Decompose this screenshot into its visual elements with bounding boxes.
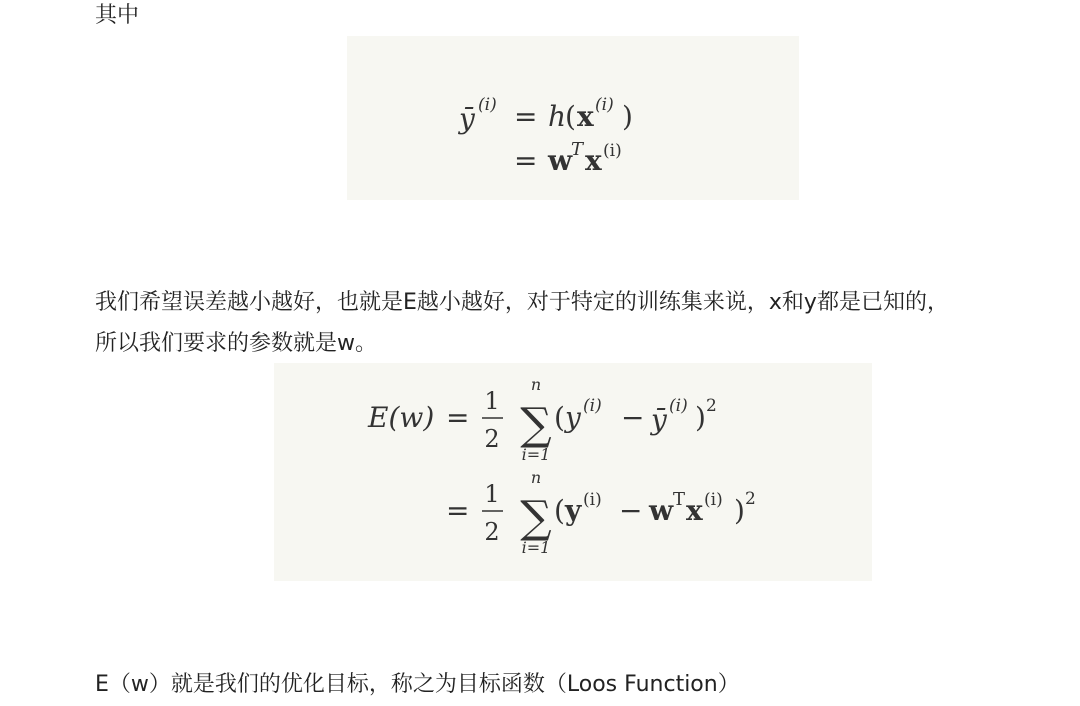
formula2-open-paren: (: [554, 401, 565, 434]
formula2-y-sup-2: (i): [583, 490, 602, 510]
formula2-sum-bottom: i=1: [521, 445, 551, 464]
formula1-func: h: [548, 100, 567, 133]
formula2-lhs: E(w): [368, 401, 435, 434]
formula2-y: y: [565, 401, 581, 434]
formula1-var: x: [577, 100, 594, 133]
formula2-minus: −: [621, 401, 645, 434]
formula1-lhs-sup: (i): [478, 95, 497, 115]
paragraph-line-1: 我们希望误差越小越好，也就是E越小越好，对于特定的训练集来说，x和y都是已知的，: [95, 290, 949, 315]
formula2-sum-top-2: n: [530, 468, 542, 487]
formula1-x-sup: (i): [603, 141, 622, 161]
formula1-eq-2: =: [514, 144, 538, 177]
formula2-close-paren-2: ): [734, 494, 745, 527]
formula-loss-svg: [274, 363, 872, 581]
formula2-sum: ∑: [520, 399, 552, 450]
formula2-sum-2: ∑: [520, 492, 552, 543]
formula2-sum-bottom-2: i=1: [521, 538, 551, 557]
formula2-frac-den-2: 2: [484, 518, 500, 546]
formula2-power-2: 2: [745, 489, 756, 509]
paragraph-line-2: 所以我们要求的参数就是w。: [95, 331, 377, 356]
formula1-lhs: ȳ: [459, 102, 475, 135]
formula2-ybar: ȳ: [651, 403, 667, 436]
formula2-x-sup-2: (i): [704, 490, 723, 510]
formula2-eq: =: [446, 401, 470, 434]
formula2-w-2: w: [649, 494, 674, 527]
formula1-var-sup: (i): [595, 95, 614, 115]
formula-loss: [274, 363, 872, 581]
formula1-w: w: [548, 144, 573, 177]
formula2-eq-2: =: [446, 494, 470, 527]
formula2-x-2: x: [686, 494, 703, 527]
formula2-y-2: y: [565, 494, 582, 527]
formula1-eq: =: [514, 100, 538, 133]
formula-hypothesis: [347, 36, 799, 200]
formula2-frac-den: 2: [484, 425, 500, 453]
conclusion-text: E（w）就是我们的优化目标，称之为目标函数（Loos Function）: [95, 672, 740, 697]
formula2-sum-top: n: [530, 375, 542, 394]
formula1-x: x: [585, 144, 602, 177]
formula2-w-sup-2: T: [673, 489, 686, 510]
formula2-power: 2: [706, 396, 717, 416]
formula1-w-sup: T: [571, 139, 584, 160]
formula-hypothesis-svg: [347, 36, 799, 200]
formula2-ybar-sup: (i): [669, 396, 688, 416]
formula2-open-paren-2: (: [554, 494, 565, 527]
formula2-minus-2: −: [619, 494, 643, 527]
formula2-y-sup: (i): [583, 396, 602, 416]
formula2-frac-num: 1: [484, 387, 500, 415]
intro-text: 其中: [95, 3, 140, 28]
formula1-open-paren: (: [565, 100, 576, 133]
formula2-frac-num-2: 1: [484, 480, 500, 508]
formula2-close-paren: ): [695, 401, 706, 434]
formula1-close-paren: ): [622, 100, 633, 133]
